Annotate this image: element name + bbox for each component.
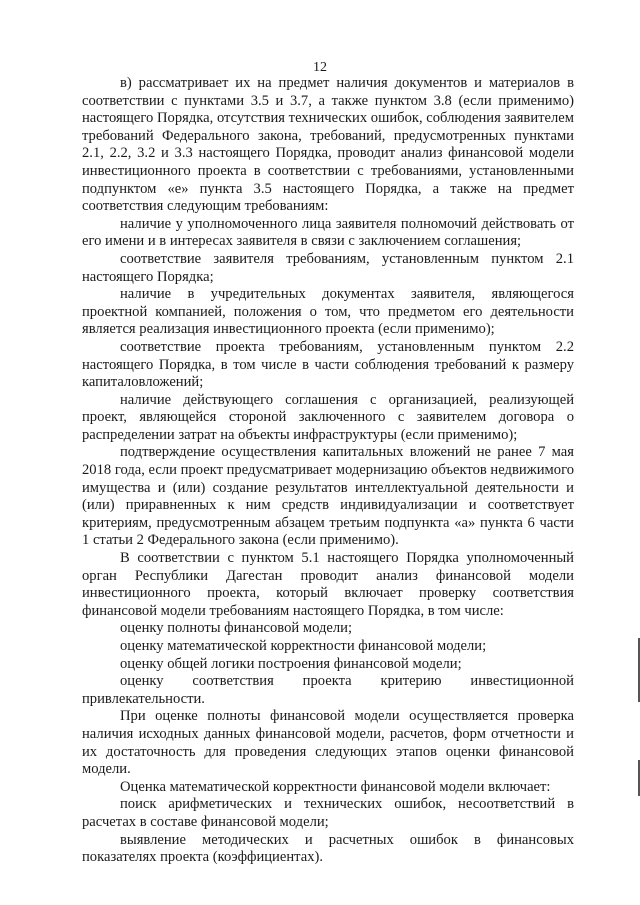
paragraph: оценку полноты финансовой модели; [120,620,353,637]
paragraph: оценку соответствия проекта критерию инвестиционной привлекательности. [82,673,574,707]
paragraph: При оценке полноты финансовой модели осуществляется проверка наличия исходных данных финансовой модели, расчетов, форм отчетности и их достаточность для проведения следующих этапов оценки финансовой модели. [82,708,574,778]
paragraph: наличие в учредительных документах заявителя, являющегося проектной компанией, положения о том, что предметом его деятельности является реализация инвестиционного проекта (если применимо); [82,286,574,338]
paragraph: наличие у уполномоченного лица заявителя полномочий действовать от его имени и в интересах заявителя в связи с заключением соглашения; [82,215,574,250]
page-number: 12 [313,60,327,75]
paragraph: В соответствии с пунктом 5.1 настоящего Порядка уполномоченный орган Республики Дагестан проводит анализ финансовой модели инвестиционного проекта, который включает проверку соответствия финансовой модели требованиям настоящего Порядка, в том числе: [82,550,574,619]
paragraph: оценку общей логики построения финансовой модели; [120,655,462,672]
document-body [82,75,574,867]
paragraph: в) рассматривает их на предмет наличия документов и материалов в соответствии с пунктами 3.5 и 3.7, а также пунктом 3.8 (если применимо) настоящего Порядка, отсутствия технических ошибок, соблюдения заявителем требований Федерального закона, требований, предусмотренных пунктами 2.1, 2.2, 3.2 и 3.3 настоящего Порядка, проводит анализ финансовой модели инвестиционного проекта в соответствии с требованиями, установленными подпунктом «е» пункта 3.5 настоящего Порядка, а также на предмет соответствия следующим требованиям: [82,75,574,215]
paragraph: подтверждение осуществления капитальных вложений не ранее 7 мая 2018 года, если проект предусматривает модернизацию объектов недвижимого имущества и (или) создание результатов интеллектуальной деятельности и (или) приравненных к ним средств индивидуализации и соответствует критериям, предусмотренным абзацем третьим подпункта «а» пункта 6 части 1 статьи 2 Федерального закона (если применимо). [82,444,574,549]
paragraph: соответствие заявителя требованиям, установленным пунктом 2.1 настоящего Порядка; [82,250,574,285]
paragraph: поиск арифметических и технических ошибок, несоответствий в расчетах в составе финансовой модели; [82,796,574,830]
paragraph: наличие действующего соглашения с организацией, реализующей проект, являющейся стороной заключенного с заявителем договора о распределении затрат на объекты инфраструктуры (если применимо); [82,391,574,443]
paragraph: оценку математической корректности финансовой модели; [120,638,487,654]
paragraph: соответствие проекта требованиям, установленным пунктом 2.2 настоящего Порядка, в том числе в части соблюдения требований к размеру капиталовложений; [82,338,574,391]
paragraph: Оценка математической корректности финансовой модели включает: [120,778,551,795]
paragraph: выявление методических и расчетных ошибок в финансовых показателях проекта (коэффициентах). [82,831,574,866]
